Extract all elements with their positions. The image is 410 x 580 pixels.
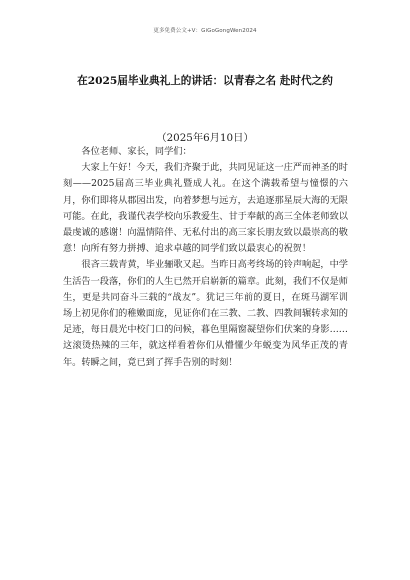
header-note: 更多免费公文+V：GiGoGongWen2024	[153, 28, 257, 34]
salutation: 各位老师、家长，同学们：	[81, 146, 192, 157]
speech-body	[63, 144, 348, 371]
body-paragraph: 大家上午好！今天，我们齐聚于此，共同见证这一庄严而神圣的时刻——2025届高三毕业典礼暨成人礼。在这个满载希望与憧憬的六月，你们即将从郡园出发，向着梦想与远方，去追逐那星辰大海的无限可能。在此，我谨代表学校向乐教爱生、甘于奉献的高三全体老师致以最虔诚的感谢！向温情陪伴、无私付出的高三家长朋友致以最崇高的敬意！向所有努力拼搏、追求卓越的同学们致以最衷心的祝贺！	[63, 162, 348, 255]
speech-date: （2025年6月10日）	[156, 132, 254, 144]
document-title: 在2025届毕业典礼上的讲话：以青春之名 赴时代之约	[77, 75, 333, 87]
body-paragraph: 很吝三载青黄，毕业骊歌又起。当昨日高考终场的铃声响起，中学生活告一段落，你们的人生已然开启崭新的篇章。此刻，我们不仅是师生，更是共同奋斗三载的“战友”。犹记三年前的夏日，在斑马湖军训场上初见你们的稚嫩面庞，见证你们在三教、二教、四教间辗转求知的足迹，每日晨光中校门口的问候，暮色里隔窗凝望你们伏案的身影……这滚烫热辣的三年，就这样看着你们从懵懂少年蜕变为风华正茂的青年。转瞬之间，竟已到了挥手告别的时刻！	[63, 259, 348, 368]
